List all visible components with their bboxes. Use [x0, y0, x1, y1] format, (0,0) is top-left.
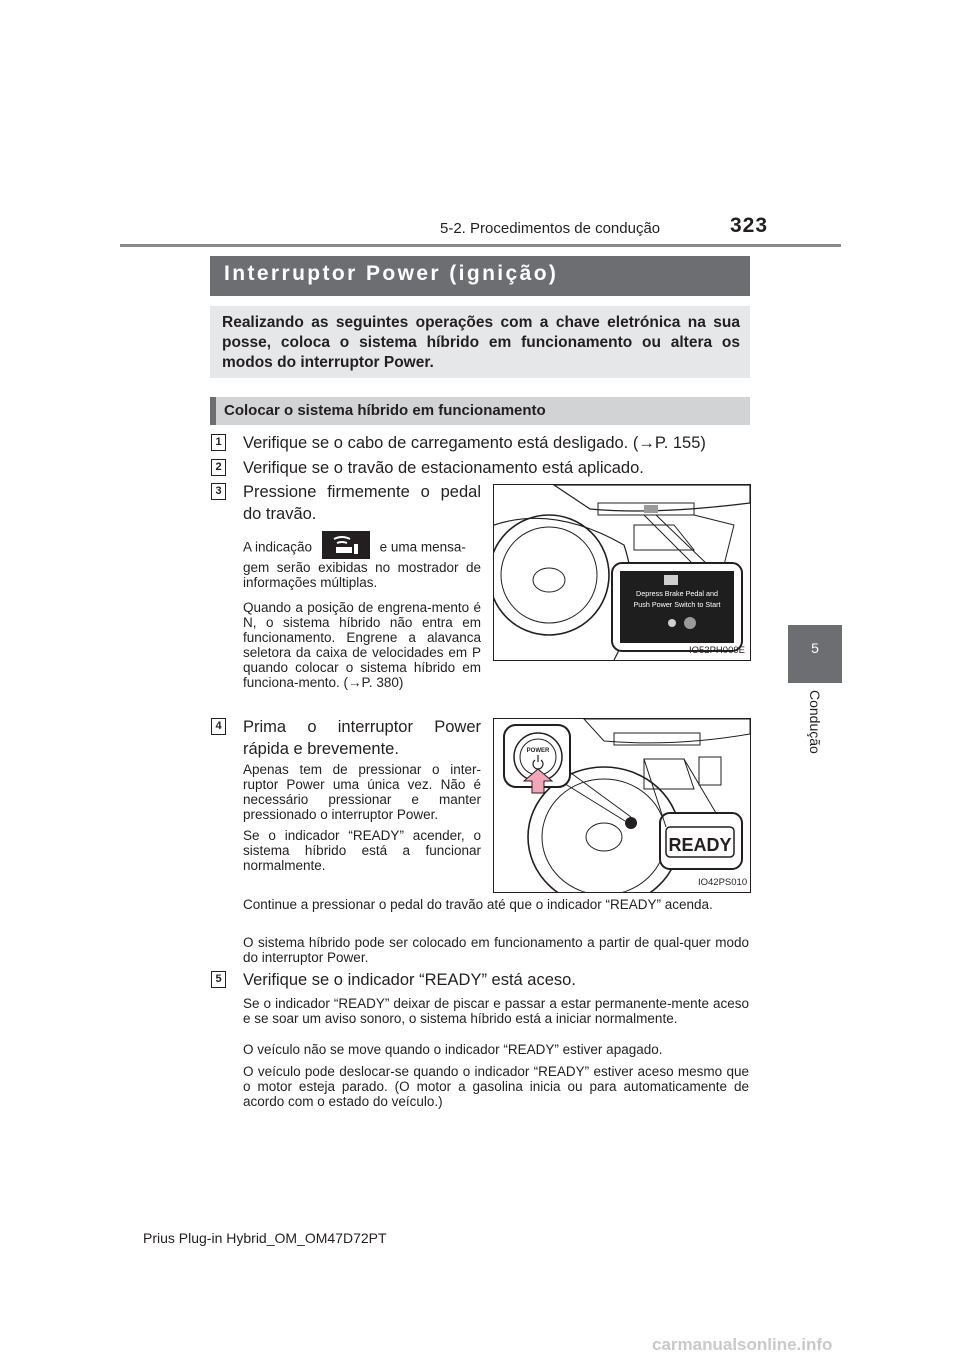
note-text: A indicação: [243, 539, 313, 555]
step-number: 1: [211, 434, 226, 451]
page-title: Interruptor Power (ignição): [224, 262, 559, 285]
ready-indicator: READY: [668, 835, 732, 855]
step-note: O veículo pode deslocar-se quando o indicador “READY” estiver aceso mesmo que o motor esteja parado. (O motor a gasolina inicia ou para automaticamente de acordo com o estado do veículo.): [243, 1064, 749, 1109]
display-line-2: Push Power Switch to Start: [633, 600, 721, 609]
step-text: Prima o interruptor Power rápida e brevemente.: [243, 718, 481, 758]
chapter-label: Condução: [807, 690, 823, 754]
figure-code: IO42PS010: [698, 877, 748, 888]
watermark: carmanualsonline.info: [652, 1335, 833, 1354]
page-number: 323: [730, 214, 769, 237]
figure-brake-display: [493, 484, 751, 661]
step-note: Se o indicador “READY” acender, o sistema híbrido está a funcionar normalmente.: [243, 828, 481, 873]
dashboard-illustration: [494, 485, 750, 660]
header-rule: [120, 244, 841, 247]
step-note: gem serão exibidas no mostrador de informações múltiplas.: [243, 560, 481, 590]
figure-power-switch: [493, 718, 751, 893]
step-note: O veículo não se move quando o indicador “READY” estiver apagado.: [243, 1042, 663, 1057]
power-switch-illustration: [494, 719, 750, 892]
step-text: Pressione firmemente o pedal do travão.: [243, 483, 481, 523]
step-text: Verifique se o travão de estacionamento está aplicado.: [243, 459, 644, 477]
step-note: Continue a pressionar o pedal do travão até que o indicador “READY” acenda.: [243, 897, 713, 912]
step-note: Apenas tem de pressionar o inter-ruptor Power uma única vez. Não é necessário pressionar e manter pressionado o interruptor Power.: [243, 762, 481, 822]
step-number: 3: [211, 483, 226, 500]
display-line-1: Depress Brake Pedal and: [636, 589, 718, 598]
step-text: Verifique se o indicador “READY” está aceso.: [243, 971, 576, 989]
step-number: 2: [211, 459, 226, 476]
chapter-number: 5: [811, 640, 819, 656]
brake-indicator-icon: [322, 531, 370, 559]
step-note: O sistema híbrido pode ser colocado em funcionamento a partir de qual-quer modo do interruptor Power.: [243, 935, 749, 965]
note-text: e uma mensa-: [379, 539, 466, 555]
subheading: Colocar o sistema híbrido em funcionamento: [224, 402, 546, 419]
step-number: 5: [211, 971, 226, 988]
step-note: Se o indicador “READY” deixar de piscar e passar a estar permanente-mente aceso e se soar um aviso sonoro, o sistema híbrido está a iniciar normalmente.: [243, 996, 749, 1026]
intro-text: Realizando as seguintes operações com a chave eletrónica na sua posse, coloca o sistema híbrido em funcionamento ou altera os modos do interruptor Power.: [222, 314, 740, 371]
power-button-label: POWER: [526, 748, 550, 754]
figure-code: IO52PH009E: [689, 645, 745, 656]
step-number: 4: [211, 718, 226, 735]
step-text: Verifique se o cabo de carregamento está desligado. (→P. 155): [243, 434, 706, 452]
section-title: 5-2. Procedimentos de condução: [440, 220, 661, 237]
footer-text: Prius Plug-in Hybrid_OM_OM47D72PT: [143, 1230, 387, 1246]
step-note: Quando a posição de engrena-mento é N, o sistema híbrido não entra em funcionamento. Engrene a alavanca seletora da caixa de velocidades em P quando colocar o sistema híbrido em funciona-mento. (→P. 380): [243, 600, 481, 690]
subheading-accent: [210, 397, 216, 425]
